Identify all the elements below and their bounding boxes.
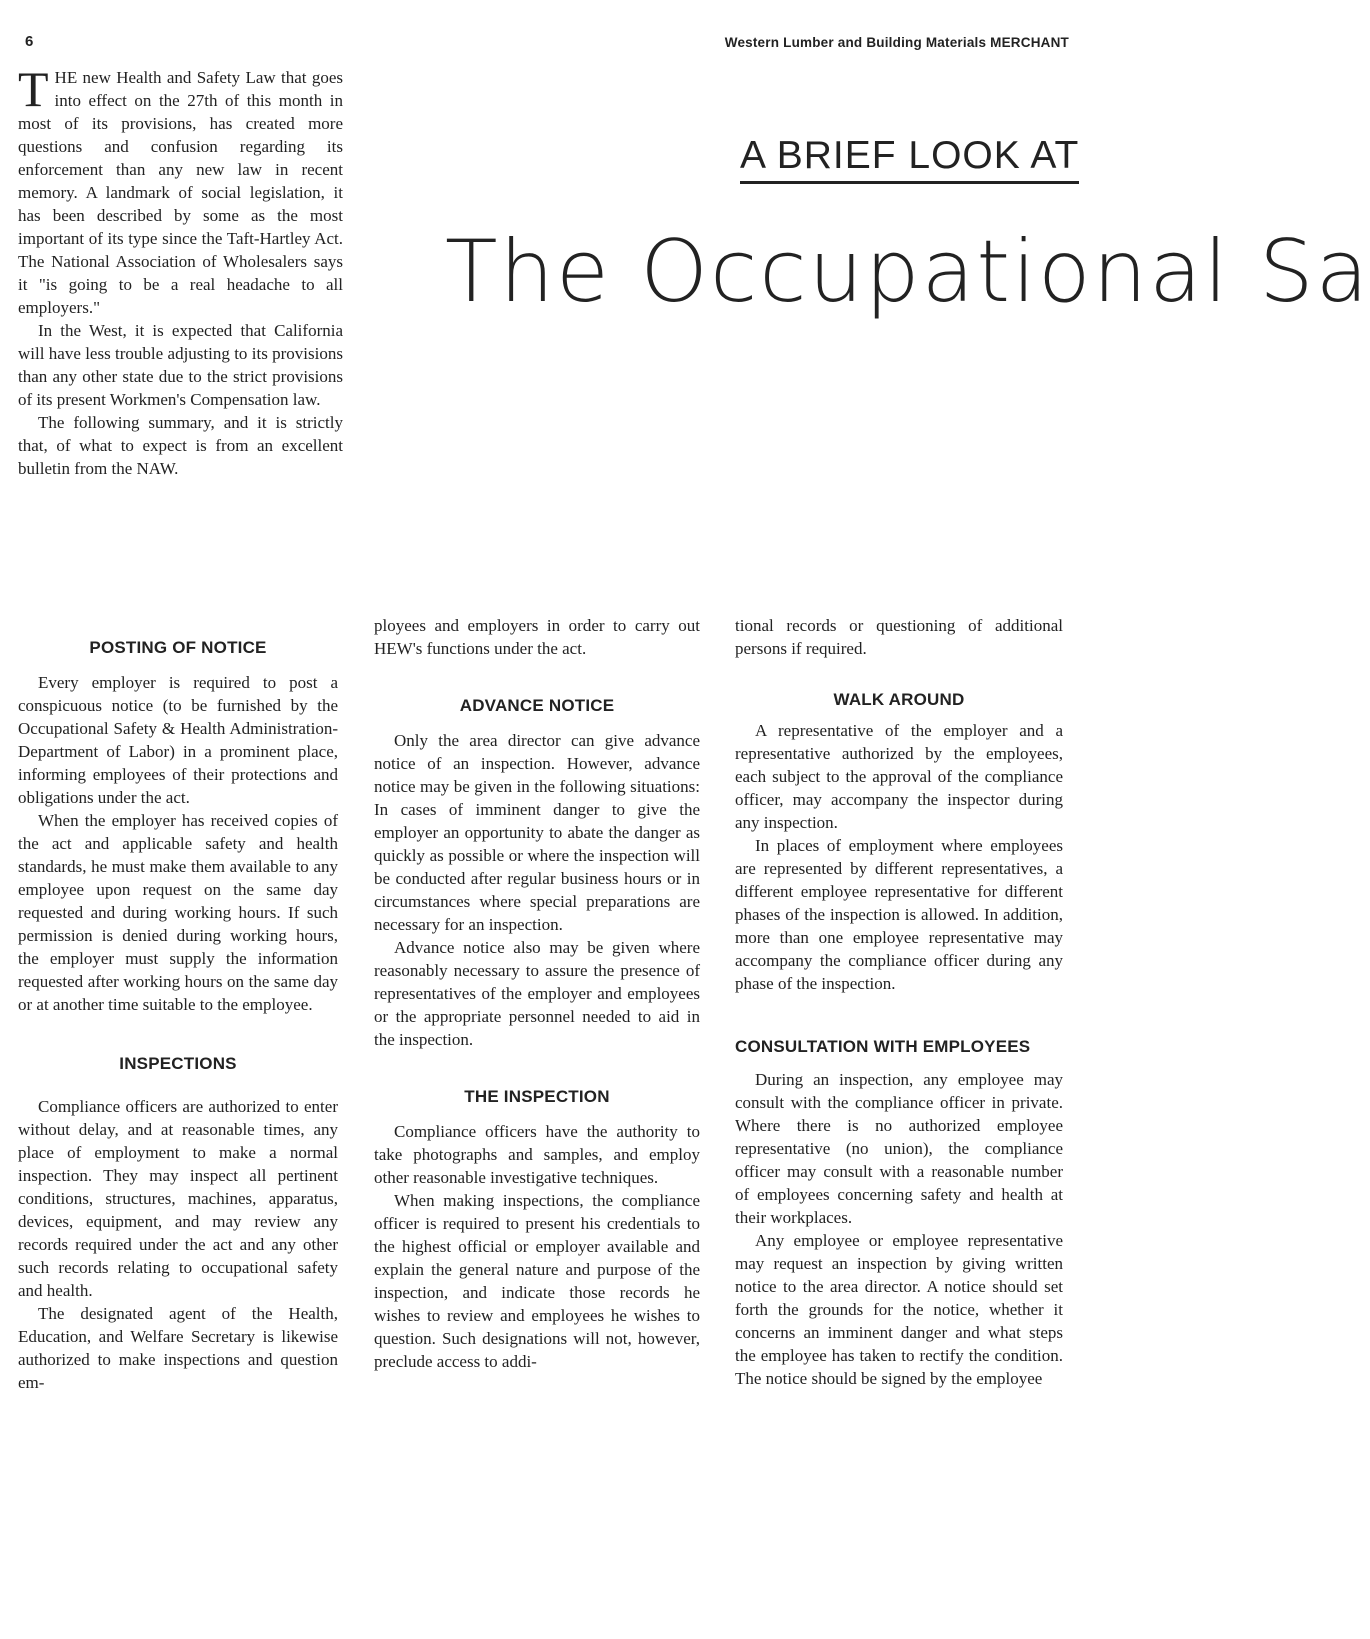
intro-paragraph-1-text: HE new Health and Safety Law that goes into effect on the 27th of this month in most of its provisions, has created more questions and confusion regarding its enforcement than any new law in recent memory. A landmark of social legislation, it has been described by some as the most important of its type since the Taft-Hartley Act. The National Association of Wholesalers says it "is going to be a real headache to all employers." [18, 68, 343, 317]
consult-paragraph-1: During an inspection, any employee may consult with the compliance officer in private. Where there is no authorized employee representative (no union), the compliance officer may consult with a reasonable number of employees concerning safety and health at their workplaces. [735, 1070, 1063, 1227]
column-1 [18, 636, 338, 1394]
column-3-continuation: tional records or questioning of additional persons if required. [735, 616, 1063, 658]
posting-paragraph-2: When the employer has received copies of the act and applicable safety and health standards, he must make them available to any employee upon request on the same day requested and during working hours. If such permission is denied during working hours, the employer must supply the information requested after working hours on the same day or at another time suitable to the employee. [18, 811, 338, 1014]
consult-paragraph-2: Any employee or employee representative may request an inspection by giving written notice to the area director. A notice should set forth the grounds for the notice, whether it concerns an imminent danger and what steps the employee has taken to rectify the condition. The notice should be signed by the employee [735, 1231, 1063, 1388]
advance-paragraph-1: Only the area director can give advance notice of an inspection. However, advance notice may be given in the following situations: In cases of imminent danger to give the employer an opportunity to abate the danger as quickly as possible or where the inspection will be conducted after regular business hours or in circumstances where special preparations are necessary for an inspection. [374, 731, 700, 934]
column-2-continuation: ployees and employers in order to carry out HEW's functions under the act. [374, 616, 700, 658]
column-3 [735, 614, 1063, 1390]
inspections-paragraph-1: Compliance officers are authorized to enter without delay, and at reasonable times, any place of employment to make a normal inspection. They may inspect all pertinent conditions, structures, machines, apparatus, devices, equipment, and may review any records required under the act and any other such records relating to occupational safety and health. [18, 1097, 338, 1300]
advance-paragraph-2: Advance notice also may be given where reasonably necessary to assure the presence of representatives of the employer and employees or the appropriate personnel needed to aid in the inspection. [374, 938, 700, 1049]
section-heading-walk-around: WALK AROUND [833, 690, 965, 709]
section-heading-advance-notice: ADVANCE NOTICE [459, 696, 615, 715]
intro-paragraph-3: The following summary, and it is strictly that, of what to expect is from an excellent bulletin from the NAW. [18, 413, 343, 478]
posting-paragraph-1: Every employer is required to post a conspicuous notice (to be furnished by the Occupational Safety & Health Administration-Department of Labor) in a prominent place, informing employees of their protections and obligations under the act. [18, 673, 338, 807]
section-heading-the-inspection: THE INSPECTION [464, 1087, 610, 1106]
drop-cap: T [18, 61, 49, 117]
intro-paragraph [18, 61, 343, 319]
section-heading-inspections: INSPECTIONS [119, 1054, 237, 1073]
section-heading-posting-of-notice: POSTING OF NOTICE [89, 638, 267, 657]
article-headline: The Occupational Sa [445, 222, 1370, 322]
inspection-paragraph-2: When making inspections, the compliance officer is required to present his credentials to the highest official or employer available and explain the general nature and purpose of the inspection, and indicate those records he wishes to review and employees he wishes to question. Such designations will not, however, preclude access to addi- [374, 1191, 700, 1371]
walk-paragraph-1: A representative of the employer and a representative authorized by the employees, each subject to the approval of the compliance officer, may accompany the inspector during any inspection. [735, 721, 1063, 832]
section-heading-consultation-with-employees: CONSULTATION WITH EMPLOYEES [735, 1037, 1031, 1056]
article-kicker: A BRIEF LOOK AT [740, 134, 1079, 184]
publication-title: Western Lumber and Building Materials MERCHANT [724, 35, 1069, 50]
page-number: 6 [25, 33, 34, 50]
column-2 [374, 614, 700, 1373]
inspection-paragraph-1: Compliance officers have the authority to take photographs and samples, and employ other reasonable investigative techniques. [374, 1122, 700, 1187]
intro-paragraph-2: In the West, it is expected that California will have less trouble adjusting to its provisions than any other state due to the strict provisions of its present Workmen's Compensation law. [18, 321, 343, 409]
walk-paragraph-2: In places of employment where employees are represented by different representatives, a different employee representative for different phases of the inspection is allowed. In addition, more than one employee representative may accompany the compliance officer during any phase of the inspection. [735, 836, 1063, 993]
inspections-paragraph-2: The designated agent of the Health, Education, and Welfare Secretary is likewise authorized to make inspections and question em- [18, 1304, 338, 1392]
intro-block [18, 61, 343, 480]
